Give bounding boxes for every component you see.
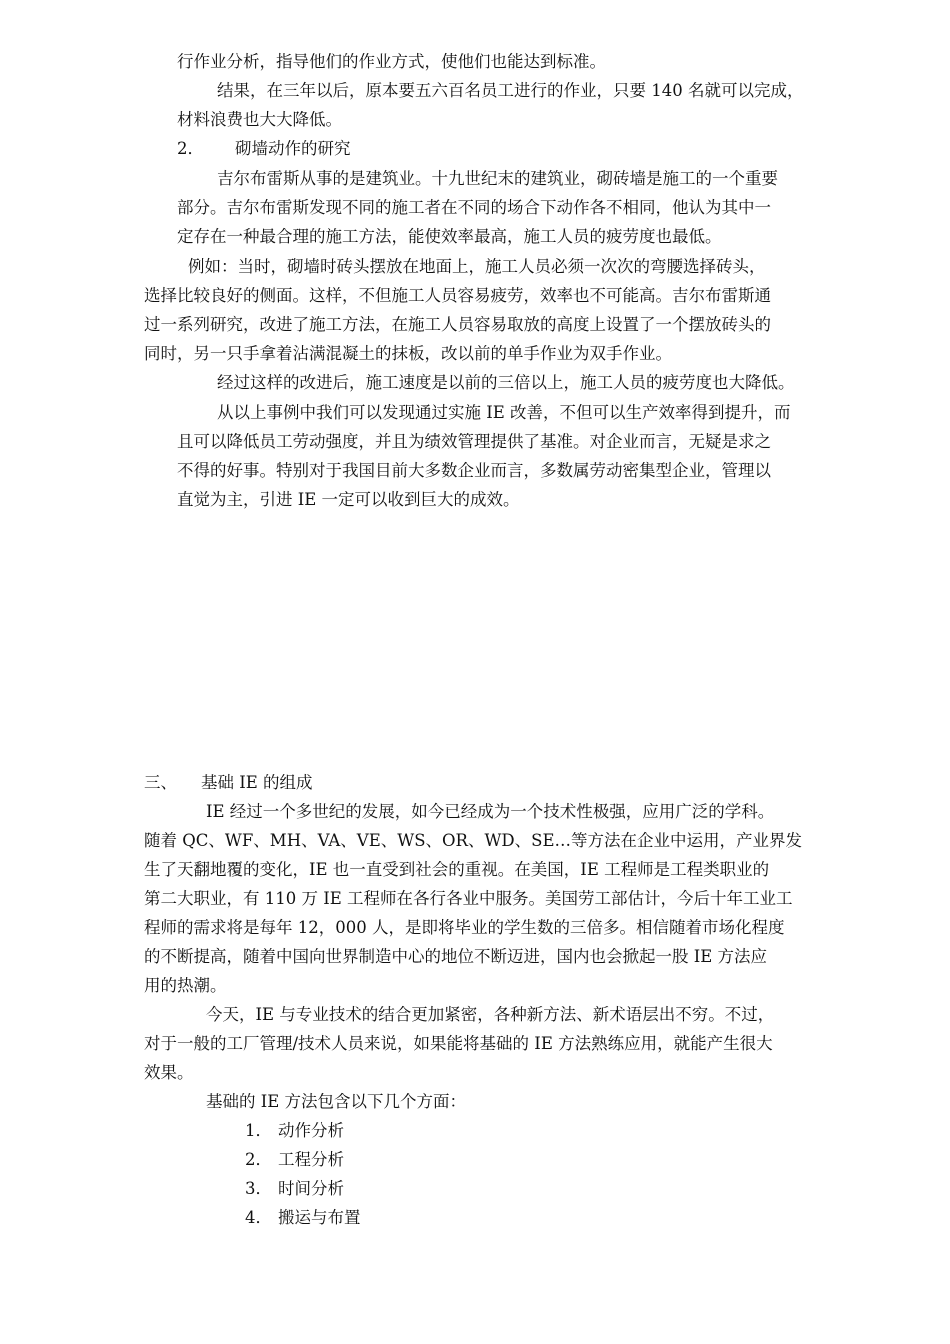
- section-title: 基础 IE 的组成: [201, 773, 313, 792]
- text-line: 基础的 IE 方法包含以下几个方面：: [206, 1092, 467, 1111]
- text-line: 第二大职业，有 110 万 IE 工程师在各行各业中服务。美国劳工部估计，今后十年工业工: [144, 889, 793, 908]
- text-line: 用的热潮。: [144, 976, 227, 995]
- list-item: [245, 1145, 344, 1174]
- subsection-title: 砌墙动作的研究: [235, 139, 351, 158]
- text-line: 例如：当时，砌墙时砖头摆放在地面上，施工人员必须一次次的弯腰选择砖头，: [188, 257, 766, 276]
- list-item: [245, 1174, 344, 1203]
- text-line: 材料浪费也大大降低。: [177, 110, 342, 129]
- text-line: 选择比较良好的侧面。这样，不但施工人员容易疲劳，效率也不可能高。吉尔布雷斯通: [144, 286, 771, 305]
- text-line: 吉尔布雷斯从事的是建筑业。十九世纪末的建筑业，砌砖墙是施工的一个重要: [217, 169, 778, 188]
- text-line: IE 经过一个多世纪的发展，如今已经成为一个技术性极强，应用广泛的学科。: [206, 802, 775, 821]
- text-line: 今天，IE 与专业技术的结合更加紧密，各种新方法、新术语层出不穷。不过，: [206, 1005, 775, 1024]
- section-heading: [144, 768, 313, 797]
- list-label: 搬运与布置: [278, 1208, 361, 1227]
- section-number: 三、: [144, 773, 177, 792]
- text-line: 直觉为主，引进 IE 一定可以收到巨大的成效。: [177, 490, 520, 509]
- list-number: 4．: [245, 1208, 272, 1227]
- text-line: 结果，在三年以后，原本要五六百名员工进行的作业，只要 140 名就可以完成，: [217, 81, 804, 100]
- text-line: 行作业分析，指导他们的作业方式，使他们也能达到标准。: [177, 52, 606, 71]
- text-line: 且可以降低员工劳动强度，并且为绩效管理提供了基准。对企业而言，无疑是求之: [177, 432, 771, 451]
- list-item: [245, 1116, 344, 1145]
- text-line: 随着 QC、WF、MH、VA、VE、WS、OR、WD、SE…等方法在企业中运用，产业界发: [144, 831, 803, 850]
- list-number: 1．: [245, 1121, 272, 1140]
- text-line: 经过这样的改进后，施工速度是以前的三倍以上，施工人员的疲劳度也大降低。: [217, 373, 795, 392]
- text-line: 过一系列研究，改进了施工方法，在施工人员容易取放的高度上设置了一个摆放砖头的: [144, 315, 771, 334]
- text-line: 从以上事例中我们可以发现通过实施 IE 改善，不但可以生产效率得到提升，而: [217, 403, 791, 422]
- list-number: 3．: [245, 1179, 272, 1198]
- text-line: 定存在一种最合理的施工方法，能使效率最高，施工人员的疲劳度也最低。: [177, 227, 722, 246]
- subsection-heading: [177, 134, 351, 163]
- list-label: 动作分析: [278, 1121, 344, 1140]
- list-item: [245, 1203, 361, 1232]
- text-line: 对于一般的工厂管理/技术人员来说，如果能将基础的 IE 方法熟练应用，就能产生很大: [144, 1034, 773, 1053]
- list-label: 工程分析: [278, 1150, 344, 1169]
- text-line: 生了天翻地覆的变化，IE 也一直受到社会的重视。在美国，IE 工程师是工程类职业的: [144, 860, 770, 879]
- text-line: 不得的好事。特别对于我国目前大多数企业而言，多数属劳动密集型企业，管理以: [177, 461, 771, 480]
- list-label: 时间分析: [278, 1179, 344, 1198]
- text-line: 的不断提高，随着中国向世界制造中心的地位不断迈进，国内也会掀起一股 IE 方法应: [144, 947, 768, 966]
- list-number: 2．: [245, 1150, 272, 1169]
- text-line: 同时，另一只手拿着沾满混凝土的抹板，改以前的单手作业为双手作业。: [144, 344, 672, 363]
- text-line: 部分。吉尔布雷斯发现不同的施工者在不同的场合下动作各不相同，他认为其中一: [177, 198, 771, 217]
- text-line: 效果。: [144, 1063, 194, 1082]
- subsection-number: 2．: [177, 139, 204, 158]
- text-line: 程师的需求将是每年 12，000 人，是即将毕业的学生数的三倍多。相信随着市场化程度: [144, 918, 785, 937]
